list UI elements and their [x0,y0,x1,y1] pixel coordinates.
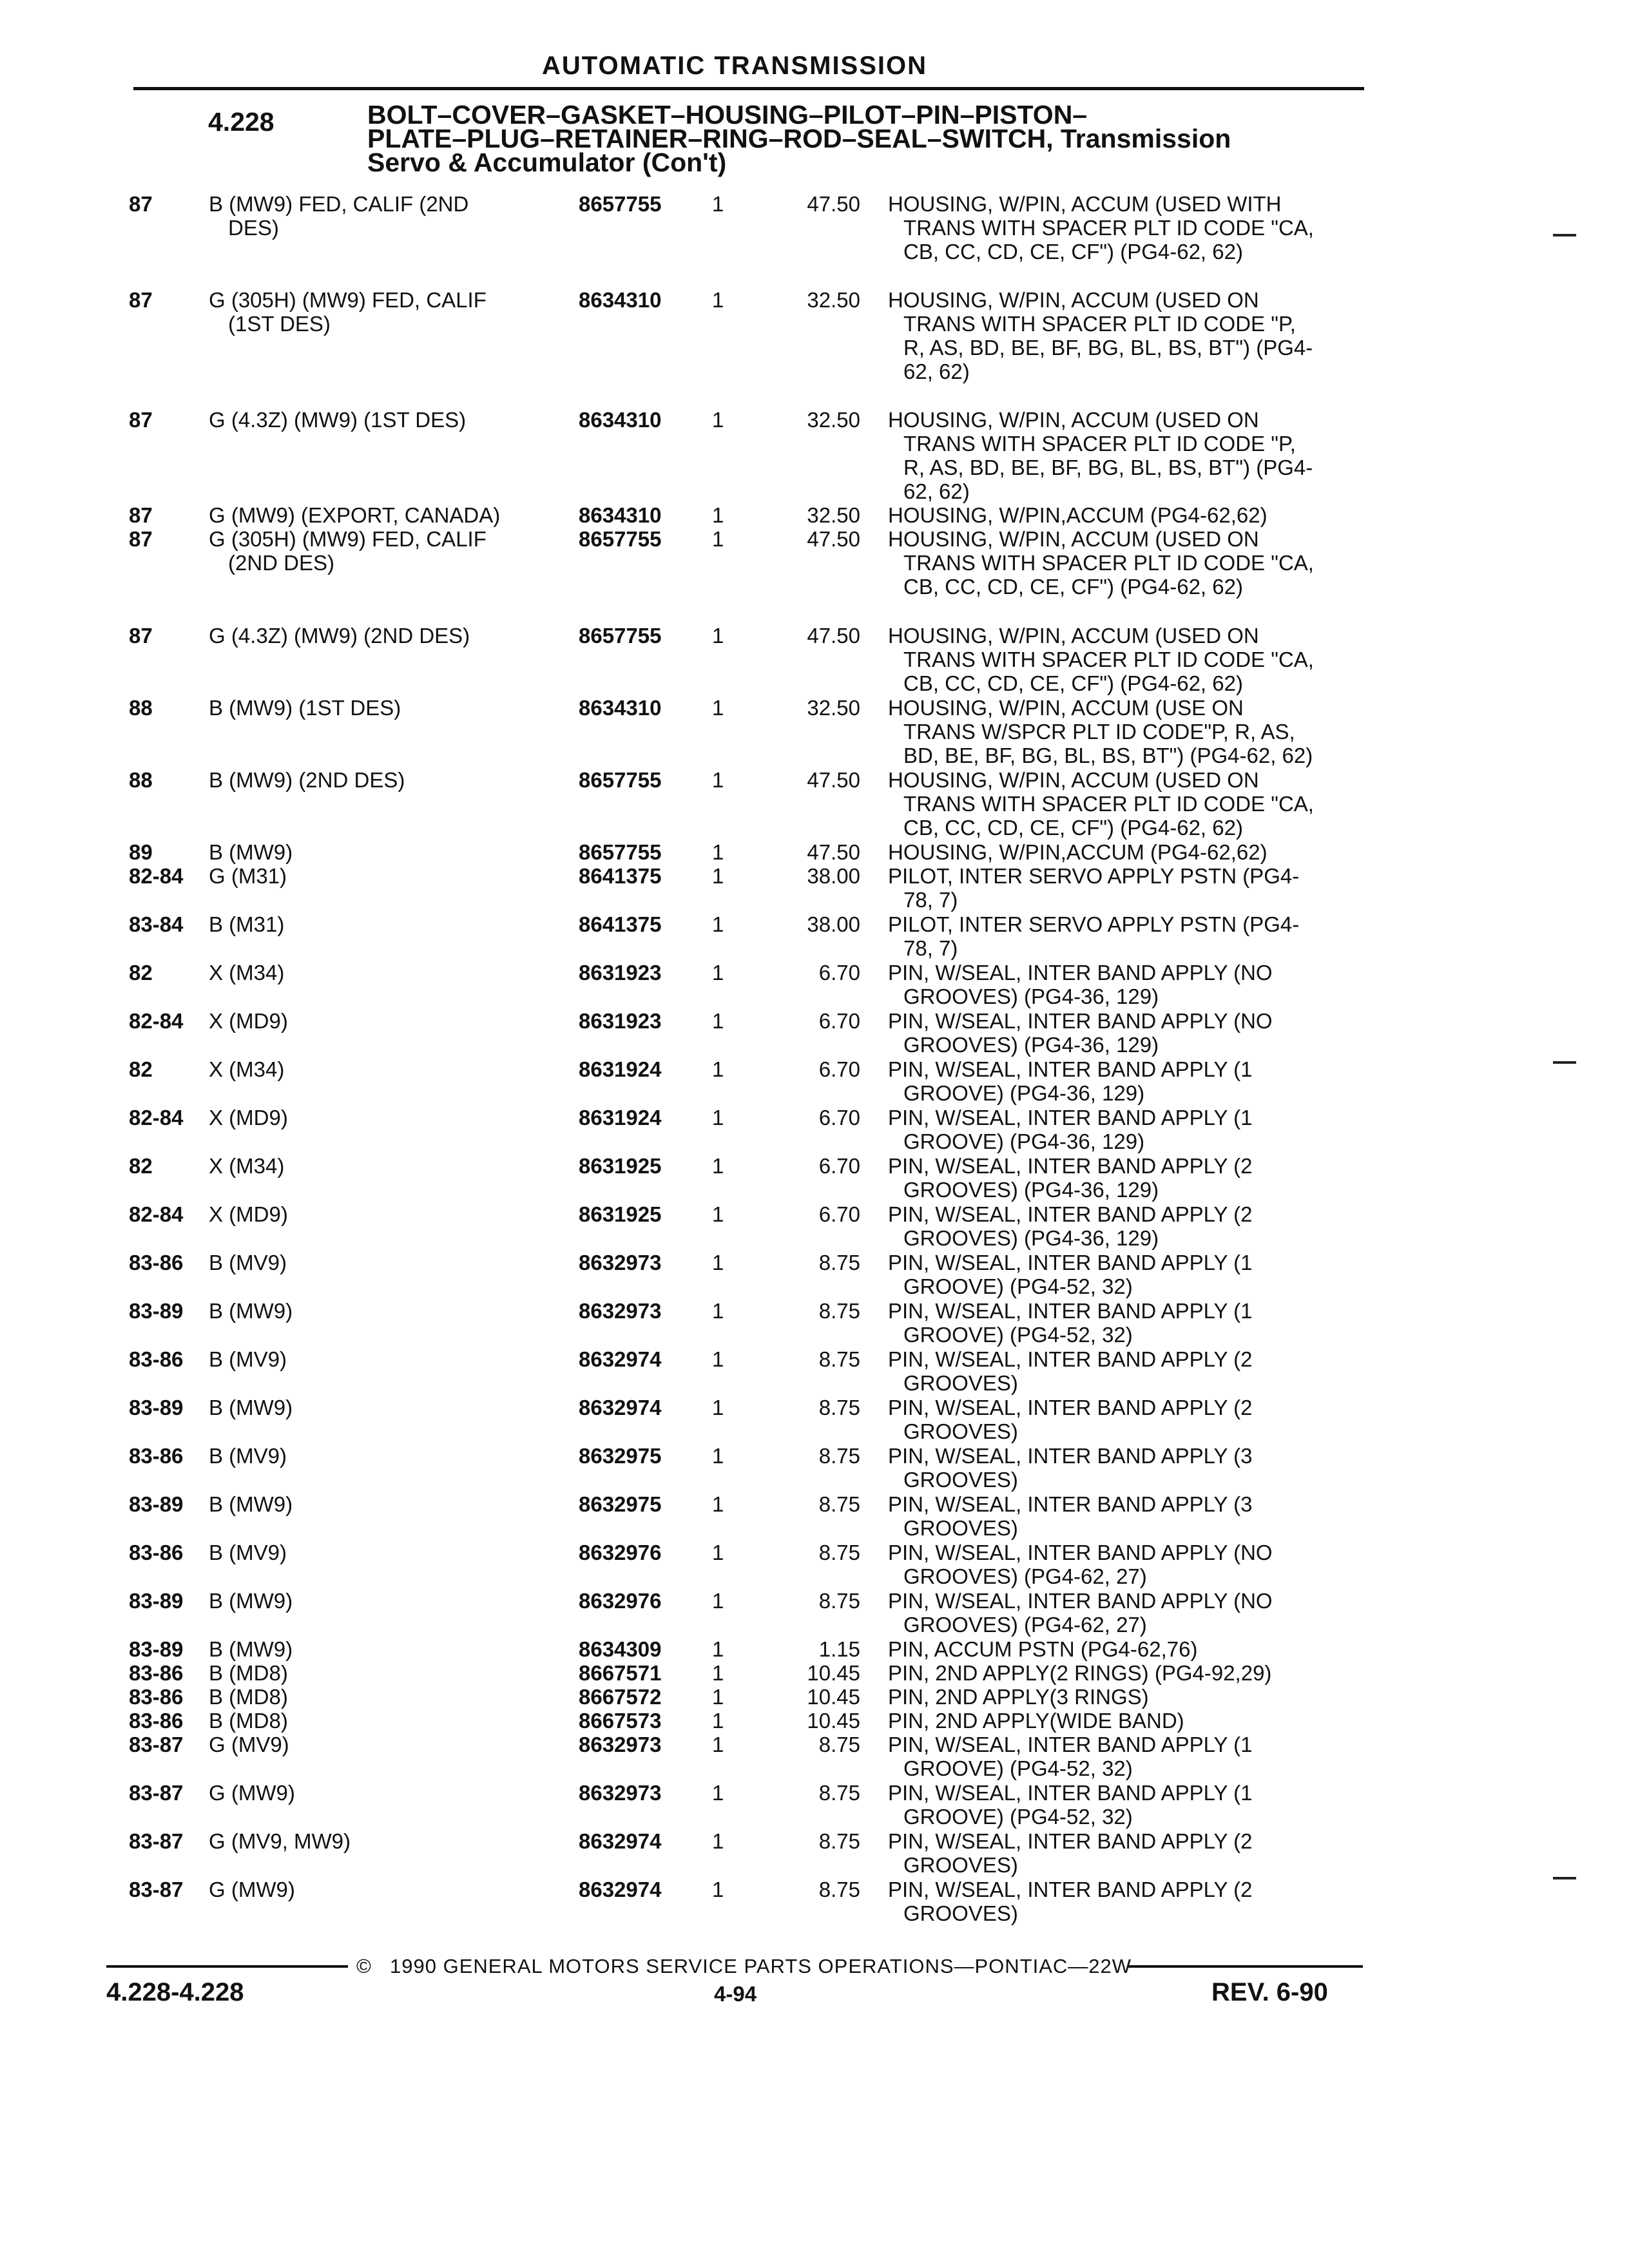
model-year-code: 82-84 [129,1202,184,1226]
quantity: 1 [712,1492,724,1516]
part-description [888,288,1362,383]
quantity: 1 [712,1709,724,1733]
description-line: HOUSING, W/PIN, ACCUM (USE ON [888,696,1244,720]
description-line: TRANS WITH SPACER PLT ID CODE "CA, [903,216,1314,240]
model-applicability: G (4.3Z) (MW9) (1ST DES) [209,408,467,432]
part-description [888,1299,1362,1347]
description-line: PIN, 2ND APPLY(WIDE BAND) [888,1709,1184,1733]
description-line: TRANS W/SPCR PLT ID CODE"P, R, AS, [903,720,1295,744]
description-line: HOUSING, W/PIN, ACCUM (USED ON [888,624,1259,648]
quantity: 1 [712,1444,724,1468]
quantity: 1 [712,1541,724,1564]
margin-mark [1553,1061,1576,1064]
description-line: PIN, W/SEAL, INTER BAND APPLY (1 [888,1106,1253,1129]
description-line: CB, CC, CD, CE, CF") (PG4-62, 62) [903,671,1243,695]
description-line: PIN, W/SEAL, INTER BAND APPLY (1 [888,1251,1253,1274]
quantity: 1 [712,1685,724,1709]
part-description [888,1492,1362,1540]
quantity: 1 [712,1299,724,1323]
model-year-code: 83-89 [129,1637,184,1661]
description-line: GROOVES) [903,1419,1018,1443]
description-line: HOUSING, W/PIN,ACCUM (PG4-62,62) [888,503,1268,527]
part-number: 8632975 [579,1492,662,1516]
model-year-code: 83-86 [129,1347,184,1371]
part-number: 8634309 [579,1637,662,1661]
description-line: HOUSING, W/PIN, ACCUM (USED ON [888,408,1259,432]
part-description [888,1661,1362,1685]
description-line: PIN, W/SEAL, INTER BAND APPLY (2 [888,1396,1253,1419]
model-year-code: 83-86 [129,1661,184,1685]
model-year-code: 87 [129,624,153,648]
model-applicability: G (MW9) (EXPORT, CANADA) [209,503,501,527]
part-number: 8632973 [579,1733,662,1756]
model-year-code: 82 [129,1057,153,1081]
section-title-line: PLATE–PLUG–RETAINER–RING–ROD–SEAL–SWITCH, Transmission [367,124,1231,153]
part-number: 8667572 [579,1685,662,1709]
description-line: HOUSING, W/PIN, ACCUM (USED WITH [888,192,1282,216]
description-line: TRANS WITH SPACER PLT ID CODE "CA, [903,792,1314,816]
footer-page-number: 4-94 [714,1982,757,2006]
description-line: GROOVE) (PG4-52, 32) [903,1805,1133,1829]
description-line: CB, CC, CD, CE, CF") (PG4-62, 62) [903,816,1243,840]
price: 8.75 [818,1733,860,1756]
description-line: TRANS WITH SPACER PLT ID CODE "CA, [903,648,1314,671]
price: 32.50 [807,503,860,527]
model-applicability: B (MW9) FED, CALIF (2ND [209,192,469,216]
price: 47.50 [807,527,860,551]
price: 10.45 [807,1709,860,1733]
parts-row [0,527,1629,624]
model-applicability: G (M31) [209,864,287,888]
model-applicability: G (MV9, MW9) [209,1829,351,1853]
description-line: CB, CC, CD, CE, CF") (PG4-62, 62) [903,240,1243,264]
part-description [888,696,1362,767]
description-line: GROOVES) (PG4-62, 27) [903,1564,1147,1588]
model-applicability: B (MD8) [209,1709,288,1733]
model-year-code: 83-89 [129,1396,184,1419]
description-line: 78, 7) [903,936,958,960]
part-description [888,1589,1362,1637]
part-description [888,961,1362,1008]
quantity: 1 [712,1878,724,1901]
part-description [888,624,1362,695]
quantity: 1 [712,840,724,864]
part-number: 8641375 [579,864,662,888]
model-year-code: 88 [129,696,153,720]
quantity: 1 [712,1202,724,1226]
part-description [888,1733,1362,1780]
price: 8.75 [818,1299,860,1323]
part-description [888,1444,1362,1492]
part-description [888,1106,1362,1153]
description-line: PILOT, INTER SERVO APPLY PSTN (PG4- [888,864,1300,888]
part-description [888,840,1362,864]
description-line: TRANS WITH SPACER PLT ID CODE "P, [903,312,1296,336]
description-line: PILOT, INTER SERVO APPLY PSTN (PG4- [888,912,1300,936]
description-line: 78, 7) [903,888,958,912]
model-year-code: 87 [129,503,153,527]
margin-mark [1553,1877,1576,1879]
model-applicability: B (MW9) [209,1299,293,1323]
model-applicability: X (M34) [209,1057,285,1081]
model-applicability: X (MD9) [209,1106,288,1129]
part-number: 8632974 [579,1396,662,1419]
price: 32.50 [807,288,860,312]
description-line: CB, CC, CD, CE, CF") (PG4-62, 62) [903,575,1243,599]
price: 8.75 [818,1396,860,1419]
part-description [888,1202,1362,1250]
parts-row [0,408,1629,505]
price: 8.75 [818,1589,860,1613]
description-line: TRANS WITH SPACER PLT ID CODE "CA, [903,551,1314,575]
price: 32.50 [807,696,860,720]
part-number: 8632973 [579,1251,662,1274]
price: 6.70 [818,1202,860,1226]
model-applicability: X (MD9) [209,1202,288,1226]
model-year-code: 83-89 [129,1299,184,1323]
description-line: BD, BE, BF, BG, BL, BS, BT") (PG4-62, 62) [903,744,1313,767]
description-line: GROOVES) (PG4-36, 129) [903,1033,1159,1057]
part-description [888,1781,1362,1829]
quantity: 1 [712,1733,724,1756]
price: 6.70 [818,1154,860,1178]
description-line: TRANS WITH SPACER PLT ID CODE "P, [903,432,1296,456]
part-description [888,1709,1362,1733]
quantity: 1 [712,1661,724,1685]
model-year-code: 82 [129,961,153,985]
price: 6.70 [818,961,860,985]
part-number: 8657755 [579,840,662,864]
quantity: 1 [712,1009,724,1033]
description-line: PIN, W/SEAL, INTER BAND APPLY (2 [888,1202,1253,1226]
price: 47.50 [807,840,860,864]
model-year-code: 83-87 [129,1781,184,1805]
description-line: GROOVES) [903,1901,1018,1925]
description-line: GROOVE) (PG4-52, 32) [903,1323,1133,1347]
description-line: GROOVES) [903,1371,1018,1395]
part-description [888,1251,1362,1298]
model-applicability: B (MW9) [209,1589,293,1613]
part-number: 8667573 [579,1709,662,1733]
model-year-code: 87 [129,408,153,432]
part-number: 8657755 [579,192,662,216]
price: 8.75 [818,1444,860,1468]
part-number: 8632976 [579,1541,662,1564]
section-title-line: BOLT–COVER–GASKET–HOUSING–PILOT–PIN–PISTON– [367,100,1088,130]
description-line: PIN, W/SEAL, INTER BAND APPLY (1 [888,1057,1253,1081]
price: 10.45 [807,1661,860,1685]
description-line: PIN, W/SEAL, INTER BAND APPLY (NO [888,961,1273,985]
footer-rule-right [1128,1965,1363,1968]
description-line: GROOVE) (PG4-36, 129) [903,1081,1145,1105]
model-year-code: 83-86 [129,1444,184,1468]
part-number: 8632974 [579,1829,662,1853]
model-year-code: 87 [129,527,153,551]
description-line: PIN, W/SEAL, INTER BAND APPLY (1 [888,1733,1253,1756]
description-line: HOUSING, W/PIN,ACCUM (PG4-62,62) [888,840,1268,864]
model-applicability: B (M31) [209,912,285,936]
quantity: 1 [712,696,724,720]
quantity: 1 [712,1154,724,1178]
part-description [888,1829,1362,1877]
description-line: PIN, ACCUM PSTN (PG4-62,76) [888,1637,1198,1661]
model-year-code: 83-86 [129,1685,184,1709]
model-year-code: 83-87 [129,1829,184,1853]
part-description [888,408,1362,503]
part-number: 8632973 [579,1781,662,1805]
model-year-code: 87 [129,288,153,312]
model-applicability: X (M34) [209,1154,285,1178]
price: 1.15 [818,1637,860,1661]
footer-notice: 1990 GENERAL MOTORS SERVICE PARTS OPERATIONS—PONTIAC—22W [390,1955,1132,1977]
part-number: 8632974 [579,1347,662,1371]
description-line: PIN, W/SEAL, INTER BAND APPLY (NO [888,1009,1273,1033]
model-year-code: 87 [129,192,153,216]
price: 10.45 [807,1685,860,1709]
model-year-code: 83-89 [129,1492,184,1516]
part-number: 8631924 [579,1106,662,1129]
description-line: GROOVE) (PG4-52, 32) [903,1756,1133,1780]
description-line: HOUSING, W/PIN, ACCUM (USED ON [888,768,1259,792]
part-description [888,1009,1362,1057]
model-year-code: 83-84 [129,912,184,936]
description-line: PIN, 2ND APPLY(3 RINGS) [888,1685,1149,1709]
price: 8.75 [818,1541,860,1564]
model-year-code: 83-86 [129,1541,184,1564]
part-number: 8632976 [579,1589,662,1613]
description-line: R, AS, BD, BE, BF, BG, BL, BS, BT") (PG4- [903,456,1313,479]
part-number: 8634310 [579,503,662,527]
part-number: 8632974 [579,1878,662,1901]
part-description [888,527,1362,599]
price: 6.70 [818,1106,860,1129]
description-line: PIN, W/SEAL, INTER BAND APPLY (2 [888,1829,1253,1853]
model-applicability: X (MD9) [209,1009,288,1033]
part-number: 8631924 [579,1057,662,1081]
model-applicability: G (MW9) [209,1781,295,1805]
model-applicability: B (MW9) [209,1396,293,1419]
model-applicability: B (MW9) [209,1492,293,1516]
model-applicability: B (MV9) [209,1347,287,1371]
price: 38.00 [807,912,860,936]
part-number: 8634310 [579,696,662,720]
description-line: PIN, 2ND APPLY(2 RINGS) (PG4-92,29) [888,1661,1272,1685]
part-description [888,503,1362,527]
quantity: 1 [712,1347,724,1371]
copyright-symbol: © [356,1955,371,1977]
part-number: 8657755 [579,527,662,551]
price: 8.75 [818,1878,860,1901]
part-description [888,1396,1362,1443]
section-number: 4.228 [208,107,275,137]
quantity: 1 [712,864,724,888]
model-year-code: 83-87 [129,1878,184,1901]
model-year-code: 82-84 [129,1106,184,1129]
model-year-code: 89 [129,840,153,864]
description-line: PIN, W/SEAL, INTER BAND APPLY (2 [888,1154,1253,1178]
description-line: PIN, W/SEAL, INTER BAND APPLY (3 [888,1444,1253,1468]
model-applicability: B (MW9) (2ND DES) [209,768,405,792]
model-year-code: 88 [129,768,153,792]
part-number: 8641375 [579,912,662,936]
price: 8.75 [818,1492,860,1516]
model-applicability: G (MV9) [209,1733,289,1756]
description-line: PIN, W/SEAL, INTER BAND APPLY (1 [888,1299,1253,1323]
footer-rule-left [106,1965,348,1968]
quantity: 1 [712,1057,724,1081]
model-year-code: 83-86 [129,1251,184,1274]
description-line: GROOVES) (PG4-62, 27) [903,1613,1147,1637]
description-line: PIN, W/SEAL, INTER BAND APPLY (NO [888,1541,1273,1564]
quantity: 1 [712,1589,724,1613]
part-number: 8631923 [579,1009,662,1033]
description-line: GROOVES) (PG4-36, 129) [903,1226,1159,1250]
parts-row [0,192,1629,289]
description-line: PIN, W/SEAL, INTER BAND APPLY (2 [888,1878,1253,1901]
section-title-line: Servo & Accumulator (Con't) [367,148,727,177]
quantity: 1 [712,1106,724,1129]
part-description [888,1347,1362,1395]
price: 6.70 [818,1009,860,1033]
part-description [888,1637,1362,1661]
part-description [888,1878,1362,1925]
description-line: PIN, W/SEAL, INTER BAND APPLY (NO [888,1589,1273,1613]
model-applicability: B (MV9) [209,1251,287,1274]
model-applicability: G (305H) (MW9) FED, CALIF [209,288,487,312]
price: 38.00 [807,864,860,888]
quantity: 1 [712,1637,724,1661]
part-description [888,1685,1362,1709]
model-applicability: G (4.3Z) (MW9) (2ND DES) [209,624,470,648]
part-number: 8634310 [579,408,662,432]
description-line: GROOVES) [903,1516,1018,1540]
description-line: PIN, W/SEAL, INTER BAND APPLY (1 [888,1781,1253,1805]
part-description [888,864,1362,912]
description-line: 62, 62) [903,479,970,503]
quantity: 1 [712,503,724,527]
price: 8.75 [818,1347,860,1371]
description-line: GROOVE) (PG4-36, 129) [903,1129,1145,1153]
part-number: 8634310 [579,288,662,312]
quantity: 1 [712,1396,724,1419]
model-applicability-continued: (2ND DES) [228,551,335,575]
quantity: 1 [712,1781,724,1805]
price: 6.70 [818,1057,860,1081]
price: 8.75 [818,1781,860,1805]
model-applicability: B (MV9) [209,1541,287,1564]
part-number: 8657755 [579,624,662,648]
model-applicability: B (MD8) [209,1685,288,1709]
footer-revision: REV. 6-90 [1211,1978,1328,2006]
part-description [888,1541,1362,1588]
description-line: 62, 62) [903,360,970,383]
quantity: 1 [712,624,724,648]
price: 32.50 [807,408,860,432]
footer-section-range: 4.228-4.228 [106,1978,244,2006]
part-number: 8631925 [579,1154,662,1178]
price: 47.50 [807,192,860,216]
description-line: GROOVES) (PG4-36, 129) [903,1178,1159,1202]
model-applicability: G (MW9) [209,1878,295,1901]
price: 8.75 [818,1251,860,1274]
model-applicability: X (M34) [209,961,285,985]
quantity: 1 [712,1829,724,1853]
quantity: 1 [712,961,724,985]
description-line: R, AS, BD, BE, BF, BG, BL, BS, BT") (PG4- [903,336,1313,360]
model-year-code: 83-86 [129,1709,184,1733]
description-line: PIN, W/SEAL, INTER BAND APPLY (3 [888,1492,1253,1516]
quantity: 1 [712,288,724,312]
part-description [888,192,1362,264]
model-year-code: 82 [129,1154,153,1178]
description-line: GROOVES) (PG4-36, 129) [903,985,1159,1008]
model-applicability: B (MD8) [209,1661,288,1685]
part-number: 8657755 [579,768,662,792]
part-number: 8632975 [579,1444,662,1468]
margin-mark [1553,234,1576,236]
model-year-code: 82-84 [129,1009,184,1033]
part-number: 8632973 [579,1299,662,1323]
quantity: 1 [712,192,724,216]
model-applicability: B (MW9) [209,1637,293,1661]
page-header-title: AUTOMATIC TRANSMISSION [541,52,928,80]
quantity: 1 [712,768,724,792]
model-applicability-continued: DES) [228,216,279,240]
parts-row [0,288,1629,385]
part-description [888,1154,1362,1202]
model-year-code: 83-89 [129,1589,184,1613]
model-applicability: B (MW9) [209,840,293,864]
description-line: GROOVE) (PG4-52, 32) [903,1274,1133,1298]
quantity: 1 [712,527,724,551]
price: 47.50 [807,624,860,648]
model-applicability: G (305H) (MW9) FED, CALIF [209,527,487,551]
quantity: 1 [712,1251,724,1274]
model-year-code: 83-87 [129,1733,184,1756]
model-year-code: 82-84 [129,864,184,888]
description-line: HOUSING, W/PIN, ACCUM (USED ON [888,527,1259,551]
model-applicability-continued: (1ST DES) [228,312,331,336]
quantity: 1 [712,408,724,432]
model-applicability: B (MW9) (1ST DES) [209,696,401,720]
description-line: HOUSING, W/PIN, ACCUM (USED ON [888,288,1259,312]
price: 47.50 [807,768,860,792]
part-number: 8631923 [579,961,662,985]
model-applicability: B (MV9) [209,1444,287,1468]
description-line: PIN, W/SEAL, INTER BAND APPLY (2 [888,1347,1253,1371]
part-number: 8667571 [579,1661,662,1685]
quantity: 1 [712,912,724,936]
part-description [888,1057,1362,1105]
part-description [888,768,1362,840]
part-number: 8631925 [579,1202,662,1226]
description-line: GROOVES) [903,1853,1018,1877]
part-description [888,912,1362,960]
price: 8.75 [818,1829,860,1853]
description-line: GROOVES) [903,1468,1018,1492]
